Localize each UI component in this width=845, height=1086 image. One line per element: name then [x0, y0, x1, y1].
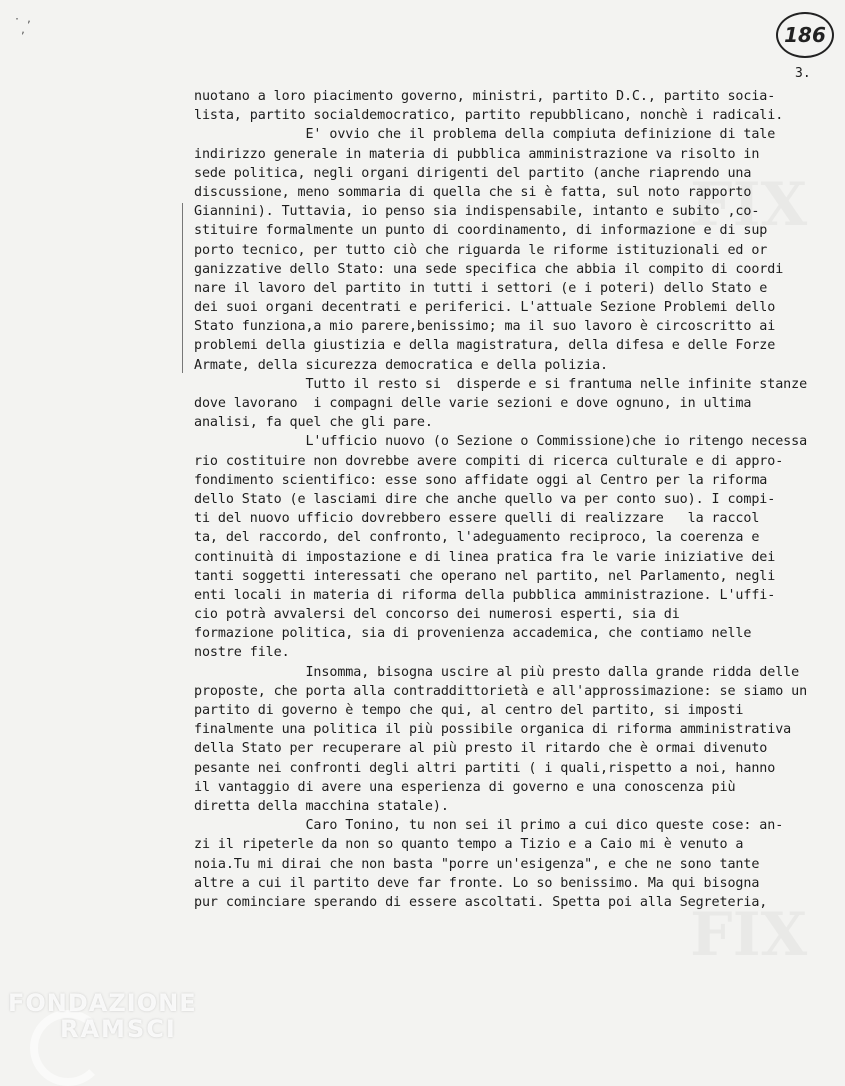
text-line: finalmente una politica il più possibile organica di riforma amministrativa — [194, 722, 792, 738]
page-number: 3. — [795, 66, 811, 81]
text-line: enti locali in materia di riforma della pubblica amministrazione. L'uffi- — [194, 587, 776, 603]
text-line: rio costituire non dovrebbe avere compiti di ricerca culturale e di appro- — [194, 453, 784, 469]
text-line: ti del nuovo ufficio dovrebbero essere quelli di realizzare la raccol — [194, 511, 760, 527]
text-line: partito di governo è tempo che qui, al centro del partito, si imposti — [194, 703, 744, 718]
text-line: ganizzative dello Stato: una sede specifica che abbia il compito di coordi — [194, 261, 784, 277]
text-line: lista, partito socialdemocratico, partito repubblicano, nonchè i radicali. — [194, 108, 784, 124]
text-line: Stato funziona,a mio parere,benissimo; ma il suo lavoro è circoscritto ai — [194, 319, 776, 335]
letter-body — [194, 87, 834, 912]
text-line: sede politica, negli organi dirigenti del partito (anche riaprendo una — [194, 165, 752, 181]
text-line: stituire formalmente un punto di coordinamento, di informazione e di sup — [194, 223, 768, 239]
text-line: nuotano a loro piacimento governo, ministri, partito D.C., partito socia- — [194, 89, 776, 104]
text-line: dove lavorano i compagni delle varie sezioni e dove ognuno, in ultima — [194, 396, 752, 411]
margin-mark — [182, 203, 183, 373]
text-line: Insomma, bisogna uscire al più presto dalla grande ridda delle — [194, 664, 800, 680]
text-line: ta, del raccordo, del confronto, l'adeguamento reciproco, la coerenza e — [194, 530, 760, 546]
text-line: porto tecnico, per tutto ciò che riguarda le riforme istituzionali ed or — [194, 242, 768, 258]
text-line: Caro Tonino, tu non sei il primo a cui dico queste cose: an- — [194, 818, 784, 834]
text-line: pur cominciare sperando di essere ascoltati. Spetta poi alla Segreteria, — [194, 894, 768, 910]
text-line: dello Stato (e lasciami dire che anche quello va per conto suo). I compi- — [194, 491, 776, 507]
text-line: nostre file. — [194, 645, 290, 661]
text-line: E' ovvio che il problema della compiuta definizione di tale — [194, 127, 776, 143]
text-line: nare il lavoro del partito in tutti i settori (e i poteri) dello Stato e — [194, 280, 768, 296]
text-line: Giannini). Tuttavia, io penso sia indispensabile, intanto e subito ,co- — [194, 204, 760, 220]
text-line: diretta della macchina statale). — [194, 798, 449, 814]
text-line: formazione politica, sia di provenienza accademica, che contiamo nelle — [194, 626, 752, 642]
text-line: dei suoi organi decentrati e periferici. L'attuale Sezione Problemi dello — [194, 300, 776, 316]
text-line: proposte, che porta alla contraddittorietà e all'approssimazione: se siamo un — [194, 683, 808, 699]
text-line: continuità di impostazione e di linea pratica fra le varie iniziative dei — [194, 549, 776, 565]
text-line: zi il ripeterle da non so quanto tempo a Tizio e a Caio mi è venuto a — [194, 837, 744, 853]
text-line: pesante nei confronti degli altri partiti ( i quali,rispetto a noi, hanno — [194, 760, 776, 776]
scan-specks: · , , — [14, 14, 33, 36]
text-line: L'ufficio nuovo (o Sezione o Commissione)che io ritengo necessa — [194, 434, 808, 450]
text-line: cio potrà avvalersi del concorso dei numerosi esperti, sia di — [194, 607, 680, 623]
folio-number: 186 — [784, 23, 826, 47]
text-line: della Stato per recuperare al più presto il ritardo che è ormai divenuto — [194, 741, 768, 757]
watermark-line: RAMSCI — [60, 1015, 177, 1043]
text-line: Tutto il resto si disperde e si frantuma nelle infinite stanze — [194, 376, 808, 392]
text-line: fondimento scientifico: esse sono affidate oggi al Centro per la riforma — [194, 472, 768, 488]
text-line: altre a cui il partito deve far fronte. Lo so benissimo. Ma qui bisogna — [194, 875, 760, 891]
text-line: indirizzo generale in materia di pubblica amministrazione va risolto in — [194, 146, 760, 162]
text-line: tanti soggetti interessati che operano nel partito, nel Parlamento, negli — [194, 568, 776, 584]
watermark-line: FONDAZIONE — [8, 989, 197, 1017]
text-line: problemi della giustizia e della magistratura, della difesa e delle Forze — [194, 338, 776, 354]
text-line: noia.Tu mi dirai che non basta "porre un'esigenza", e che ne sono tante — [194, 856, 760, 872]
text-line: il vantaggio di avere una esperienza di governo e una conoscenza più — [194, 779, 736, 795]
text-line: discussione, meno sommaria di quella che si è fatta, sul noto rapporto — [194, 184, 752, 200]
text-line: Armate, della sicurezza democratica e della polizia. — [194, 357, 609, 373]
text-line: analisi, fa quel che gli pare. — [194, 415, 433, 431]
watermark — [8, 990, 197, 1042]
folio-stamp — [776, 12, 834, 58]
